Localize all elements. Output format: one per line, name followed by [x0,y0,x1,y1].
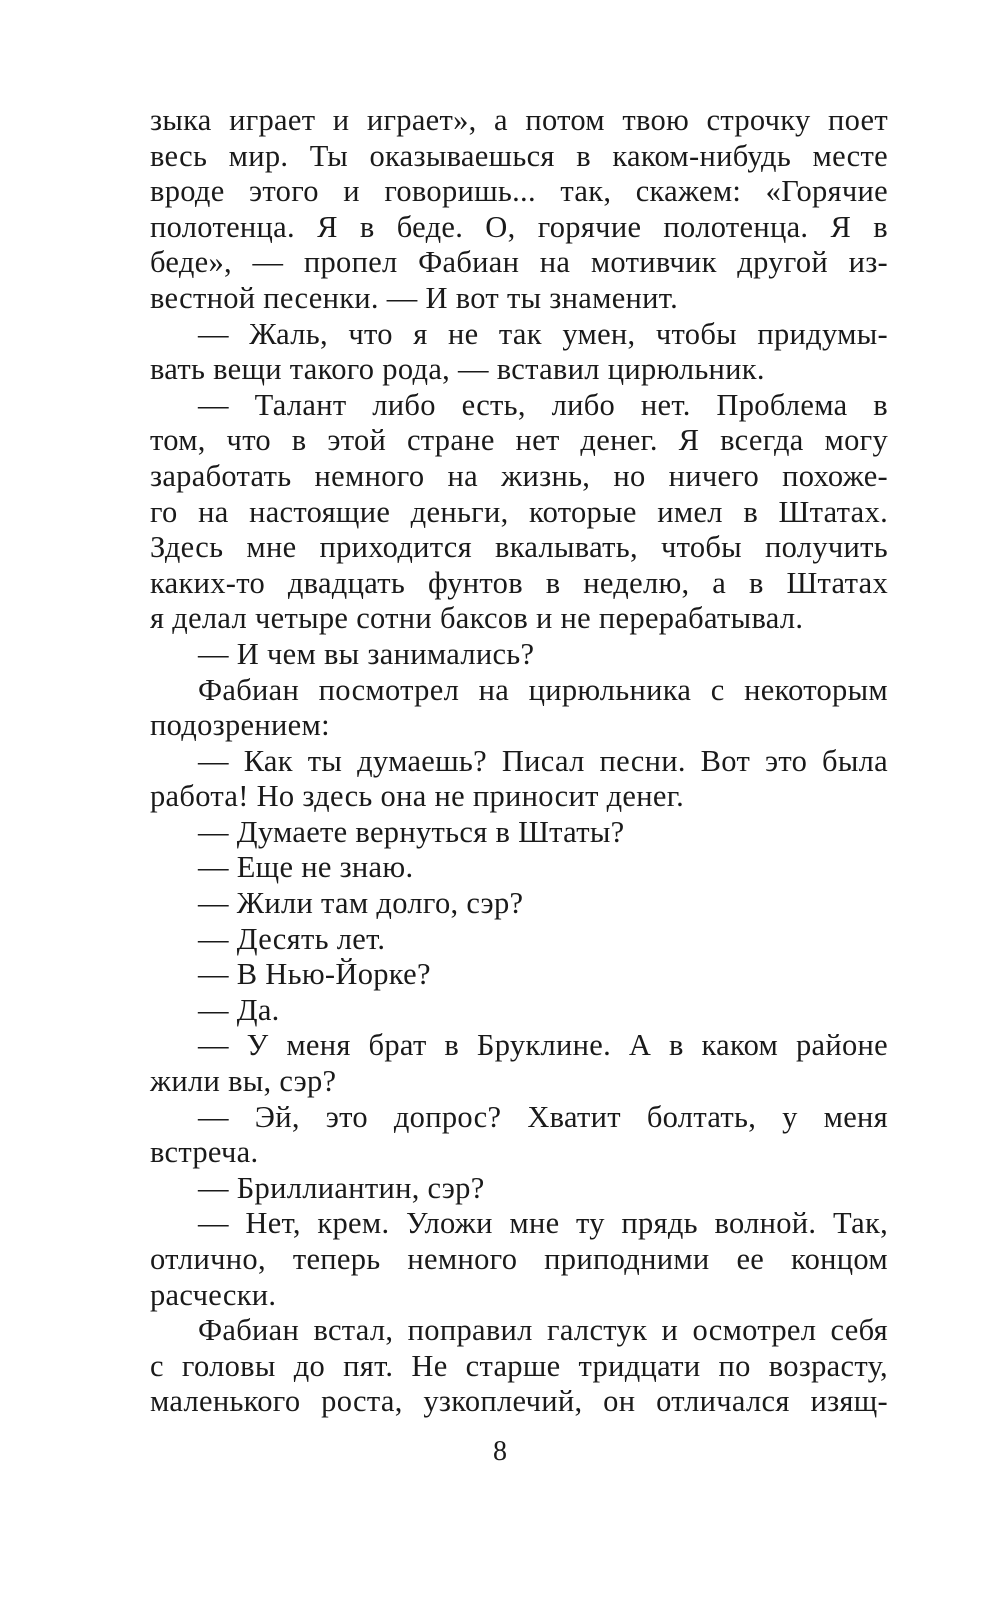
text-line: жили вы, сэр? [150,1064,337,1099]
text-line: — Да. [198,992,280,1027]
text-line: — Нет, крем. Уложи мне ту прядь волной. Так, [198,1206,888,1241]
text-line: я делал четыре сотни баксов и не перерабатывал. [150,601,804,636]
text-line: с головы до пят. Не старше тридцати по возрасту, [150,1348,888,1383]
text-line: зыка играет и играет», а потом твою строчку поет [150,103,888,137]
text-line: Здесь мне приходится вкалывать, чтобы получить [150,530,888,565]
text-line: каких-то двадцать фунтов в неделю, а в Штатах [150,565,888,600]
text-line: весь мир. Ты оказываешься в каком-нибудь месте [150,138,888,173]
text-line: встреча. [150,1135,259,1170]
text-line: — Десять лет. [198,921,386,956]
text-line: полотенца. Я в беде. О, горячие полотенца. Я в [150,209,888,244]
text-line: отлично, теперь немного приподними ее концом [150,1242,888,1276]
page-body-text [150,103,888,1420]
text-line: — Думаете вернуться в Штаты? [198,814,625,849]
text-line: заработать немного на жизнь, но ничего похоже- [150,458,888,493]
text-line: — Еще не знаю. [198,850,414,885]
text-line: вроде этого и говоришь... так, скажем: «Горячие [150,174,888,209]
text-line: — Эй, это допрос? Хватит болтать, у меня [198,1099,888,1134]
text-line: маленького роста, узкоплечий, он отличался изящ- [150,1384,888,1419]
text-line: — Талант либо есть, либо нет. Проблема в [198,387,888,422]
text-line: том, что в этой стране нет денег. Я всегда могу [150,423,888,458]
text-line: — Жаль, что я не так умен, чтобы придумы- [198,316,888,351]
text-line: беде», — пропел Фабиан на мотивчик другой из- [150,245,888,280]
text-line: — Жили там долго, сэр? [198,886,524,921]
text-line: — Как ты думаешь? Писал песни. Вот это была [198,743,888,778]
text-line: — Бриллиантин, сэр? [198,1170,485,1205]
text-line: работа! Но здесь она не приносит денег. [150,779,685,814]
text-line: вестной песенки. — И вот ты знаменит. [150,280,679,315]
text-line: го на настоящие деньги, которые имел в Штатах. [150,494,888,529]
text-line: Фабиан посмотрел на цирюльника с некоторым [198,672,888,707]
text-line: — В Нью-Йорке? [198,957,431,992]
text-line: — И чем вы занимались? [198,636,535,671]
text-line: подозрением: [150,708,330,743]
text-line: вать вещи такого рода, — вставил цирюльник. [150,352,765,387]
text-line: — У меня брат в Бруклине. А в каком районе [198,1028,888,1063]
text-line: Фабиан встал, поправил галстук и осмотрел себя [198,1313,888,1348]
text-line: расчески. [150,1277,277,1312]
page-number: 8 [493,1436,507,1467]
